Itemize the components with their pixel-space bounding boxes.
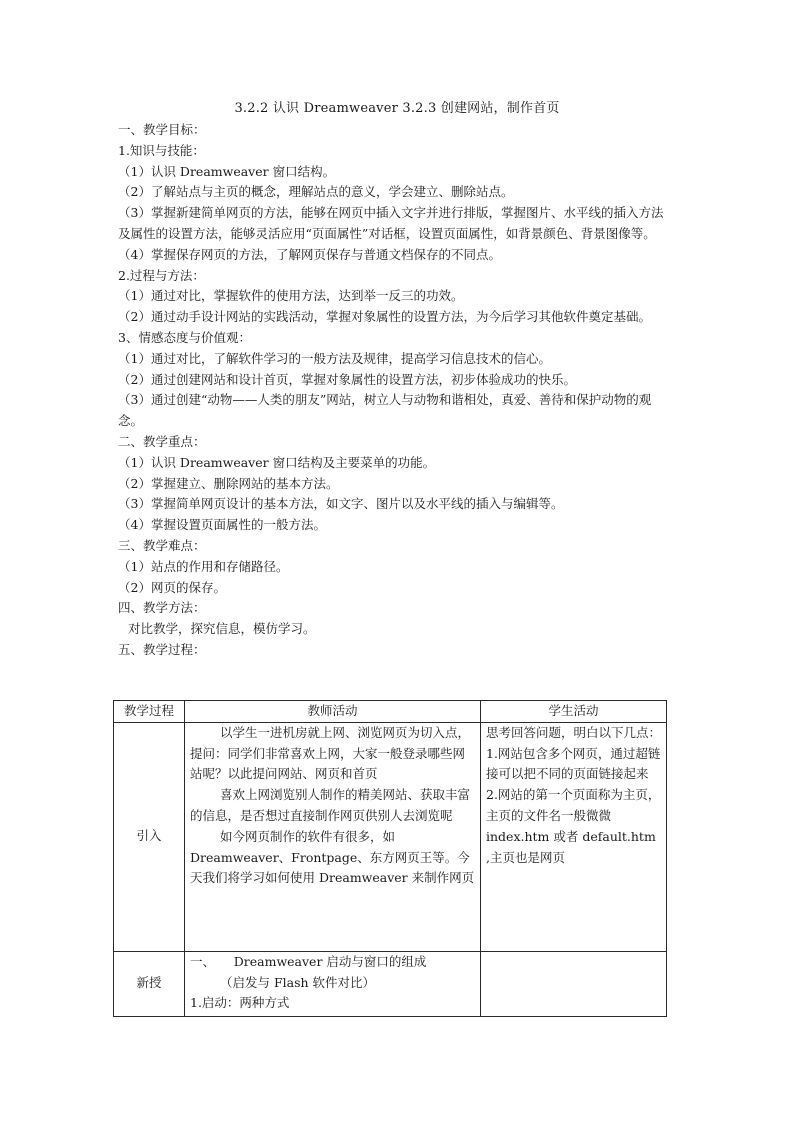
header-stage: 教学过程 (114, 701, 185, 723)
section-heading-key-points: 二、教学重点： (118, 433, 206, 449)
subheading-process: 2.过程与方法： (118, 267, 205, 283)
method-text: 对比教学，探究信息，模仿学习。 (128, 621, 316, 637)
attitude-item: （1）通过对比，了解软件学习的一般方法及规律，提高学习信息技术的信心。 (118, 350, 551, 366)
student-cell (481, 722, 667, 951)
teacher-paragraph: 1.启动：两种方式 (190, 995, 290, 1011)
knowledge-item: （4）掌握保存网页的方法，了解网页保存与普通文档保存的不同点。 (118, 246, 501, 262)
knowledge-item: （3）掌握新建简单网页的方法，能够在网页中插入文字并进行排版，掌握图片、水平线的插入方法及属性的设置方法，能够灵活应用“页面属性”对话框，设置页面属性，如背景颜色、背景图像等。 (118, 205, 664, 241)
student-paragraph: 1.网站包含多个网页，通过超链接可以把不同的页面链接起来 (486, 745, 661, 782)
key-item: （4）掌握设置页面属性的一般方法。 (118, 517, 326, 533)
stage-cell: 新授 (114, 951, 185, 1016)
difficult-item: （1）站点的作用和存储路径。 (118, 558, 289, 574)
difficult-item: （2）网页的保存。 (118, 579, 226, 595)
section-heading-methods: 四、教学方法： (118, 600, 206, 616)
teacher-paragraph: 一、 Dreamweaver 启动与窗口的组成 (190, 953, 427, 969)
subheading-knowledge: 1.知识与技能： (118, 142, 205, 158)
knowledge-item: （2）了解站点与主页的概念，理解站点的意义，学会建立、删除站点。 (118, 184, 514, 200)
key-item: （3）掌握简单网页设计的基本方法，如文字、图片以及水平线的插入与编辑等。 (118, 496, 564, 512)
section-heading-goals: 一、教学目标： (118, 122, 206, 137)
section-heading-procedure: 五、教学过程： (118, 641, 206, 657)
knowledge-item: （1）认识 Dreamweaver 窗口结构。 (118, 163, 336, 179)
attitude-item: （2）通过创建网站和设计首页，掌握对象属性的设置方法，初步体验成功的快乐。 (118, 371, 576, 387)
student-cell (481, 951, 667, 1016)
teacher-paragraph: 以学生一进机房就上网、浏览网页为切入点，提问：同学们非常喜欢上网，大家一般登录哪些网站呢？以此提问网站、网页和首页 (190, 724, 471, 782)
key-item: （2）掌握建立、删除网站的基本方法。 (118, 475, 339, 491)
page-title: 3.2.2 认识 Dreamweaver 3.2.3 创建网站，制作首页 (234, 101, 560, 116)
header-student: 学生活动 (481, 701, 667, 723)
table-header-row (114, 701, 667, 723)
process-item: （1）通过对比，掌握软件的使用方法，达到举一反三的功效。 (118, 288, 464, 304)
table-row (114, 722, 667, 951)
student-paragraph: 思考回答问题，明白以下几点： (486, 724, 662, 740)
section-heading-difficulties: 三、教学难点： (118, 537, 206, 553)
teacher-paragraph: 如今网页制作的软件有很多，如 Dreamweaver、Frontpage、东方网页王等。今天我们将学习如何使用 Dreamweaver 来制作网页 (190, 828, 475, 886)
key-item: （1）认识 Dreamweaver 窗口结构及主要菜单的功能。 (118, 454, 436, 470)
document-body (118, 120, 670, 661)
student-paragraph: 2.网站的第一个页面称为主页，主页的文件名一般微微 index.htm 或者 default.htm ,主页也是网页 (486, 787, 661, 865)
attitude-item: （3）通过创建“动物——人类的朋友”网站，树立人与动物和谐相处，真爱、善待和保护动物的观念。 (118, 392, 652, 429)
process-item: （2）通过动手设计网站的实践活动，掌握对象属性的设置方法，为今后学习其他软件奠定基础。 (118, 309, 651, 325)
teacher-paragraph: 喜欢上网浏览别人制作的精美网站、获取丰富的信息，是否想过直接制作网页供别人去浏览呢 (190, 787, 471, 823)
table-row (114, 951, 667, 1016)
teacher-paragraph: （启发与 Flash 软件对比） (220, 974, 376, 990)
subheading-attitude: 3、情感态度与价值观： (118, 329, 251, 345)
stage-cell: 引入 (114, 722, 185, 951)
header-teacher: 教师活动 (185, 701, 481, 723)
teacher-cell (185, 722, 481, 951)
teacher-cell (185, 951, 481, 1016)
lesson-table (113, 700, 667, 1017)
